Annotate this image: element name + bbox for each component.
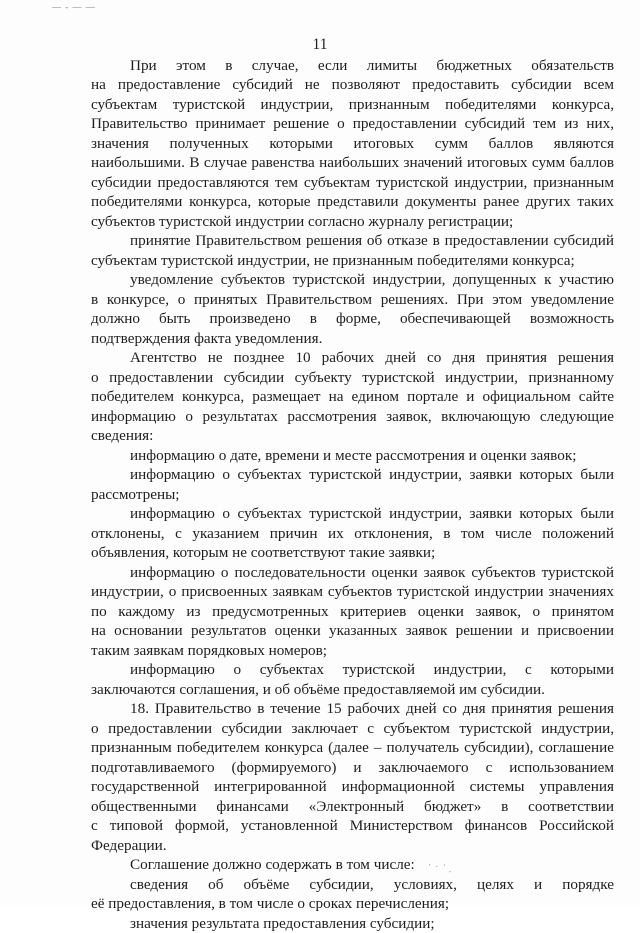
text-line: на основании результатов оценки указанных заявок решении и присвоении xyxy=(91,621,614,641)
text-line: информацию о дате, времени и месте рассмотрения и оценки заявок; xyxy=(91,446,614,466)
text-line: значения полученных которыми итоговых сумм баллов являются xyxy=(91,134,614,154)
text-line: сведения об объёме субсидии, условиях, целях и порядке xyxy=(91,875,614,895)
text-line: победителями конкурса, которые представили документы ранее других таких xyxy=(91,192,614,212)
text-line: на предоставление субсидий не позволяют предоставить субсидии всем xyxy=(91,75,614,95)
text-line: 18. Правительство в течение 15 рабочих дней со дня принятия решения xyxy=(91,699,614,719)
text-line: в конкурсе, о принятых Правительством решениях. При этом уведомление xyxy=(91,290,614,310)
text-line: заключаются соглашения, и об объёме предоставляемой им субсидии. xyxy=(91,680,614,700)
text-line: значения результата предоставления субсидии; xyxy=(91,914,614,933)
document-body xyxy=(91,56,614,933)
text-line: победителем конкурса, размещает на едином портале и официальном сайте xyxy=(91,387,614,407)
text-line: наибольшими. В случае равенства наибольших значений итоговых сумм баллов xyxy=(91,153,614,173)
text-line: Агентство не позднее 10 рабочих дней со дня принятия решения xyxy=(91,348,614,368)
text-line: информацию о субъектах туристской индустрии, заявки которых были xyxy=(91,504,614,524)
text-line: рассмотрены; xyxy=(91,485,614,505)
text-line: отклонены, с указанием причин их отклонения, в том числе положений xyxy=(91,524,614,544)
text-line: о предоставлении субсидии заключает с субъектом туристской индустрии, xyxy=(91,719,614,739)
text-line: субъектам туристской индустрии, признанным победителями конкурса, xyxy=(91,95,614,115)
text-line: субъектов туристской индустрии согласно журналу регистрации; xyxy=(91,212,614,232)
text-line: её предоставления, в том числе о сроках перечисления; xyxy=(91,894,614,914)
text-line: субсидии предоставляются тем субъектам туристской индустрии, признанным xyxy=(91,173,614,193)
text-line: Правительство принимает решение о предоставлении субсидий тем из них, xyxy=(91,114,614,134)
text-line: информацию о субъектах туристской индустрии, заявки которых были xyxy=(91,465,614,485)
text-line: с типовой формой, установленной Министерством финансов Российской xyxy=(91,816,614,836)
text-line: индустрии, о присвоенных заявкам субъектов туристской индустрии значениях xyxy=(91,582,614,602)
text-line: объявления, которым не соответствуют такие заявки; xyxy=(91,543,614,563)
text-line: общественными финансами «Электронный бюджет» в соответствии xyxy=(91,797,614,817)
page-number: 11 xyxy=(0,36,640,54)
text-line: информацию о результатах рассмотрения заявок, включающую следующие xyxy=(91,407,614,427)
text-line: признанным победителем конкурса (далее – получатель субсидии), соглашение xyxy=(91,738,614,758)
text-line: государственной интегрированной информационной системы управления xyxy=(91,777,614,797)
text-line: подготавливаемого (формируемого) и заключаемого с использованием xyxy=(91,758,614,778)
text-line: принятие Правительством решения об отказе в предоставлении субсидий xyxy=(91,231,614,251)
text-line: сведения: xyxy=(91,426,614,446)
text-line: о предоставлении субсидии субъекту туристской индустрии, признанному xyxy=(91,368,614,388)
text-line: подтверждения факта уведомления. xyxy=(91,329,614,349)
text-line: информацию о последовательности оценки заявок субъектов туристской xyxy=(91,563,614,583)
text-line: по каждому из предусмотренных критериев оценки заявок, о принятом xyxy=(91,602,614,622)
text-line: При этом в случае, если лимиты бюджетных обязательств xyxy=(91,56,614,76)
text-line: должно быть произведено в форме, обеспечивающей возможность xyxy=(91,309,614,329)
scan-artifact-bottom: · · ` . xyxy=(427,860,454,875)
text-line: таким заявкам порядковых номеров; xyxy=(91,641,614,661)
text-line: уведомление субъектов туристской индустрии, допущенных к участию xyxy=(91,270,614,290)
text-line: Федерации. xyxy=(91,836,614,856)
scan-artifact-top: — - — — xyxy=(52,2,96,12)
text-line: информацию о субъектах туристской индустрии, с которыми xyxy=(91,660,614,680)
text-line: субъектам туристской индустрии, не признанным победителями конкурса; xyxy=(91,251,614,271)
text-line: Соглашение должно содержать в том числе: xyxy=(91,855,614,875)
